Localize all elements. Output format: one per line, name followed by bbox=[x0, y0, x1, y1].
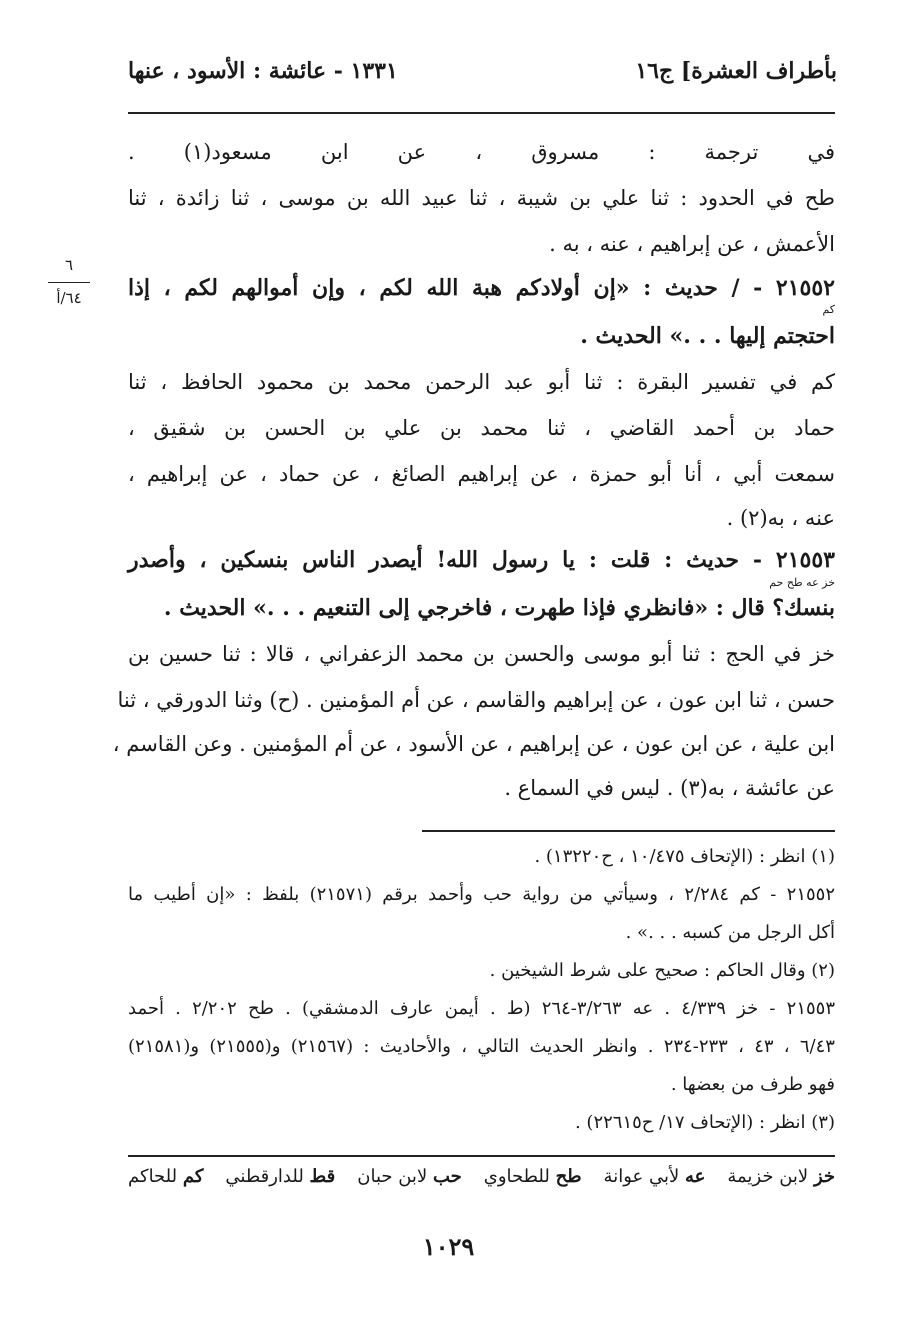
abbreviation-item: خز لابن خزيمة bbox=[727, 1166, 835, 1187]
abbreviation-item: عه لأبي عوانة bbox=[603, 1166, 706, 1187]
footnote-line: (٣) انظر : (الإتحاف ١٧/ ح٢٢٦١٥) . bbox=[574, 1112, 835, 1133]
page-number: ١٠٢٩ bbox=[422, 1232, 475, 1261]
footer-rule bbox=[128, 1155, 835, 1157]
text-line: عنه ، به(٢) . bbox=[726, 506, 835, 530]
text-line: طح في الحدود : ثنا علي بن شيبة ، ثنا عبيد الله بن موسى ، ثنا زائدة ، ثنا bbox=[128, 186, 835, 210]
header-rule bbox=[128, 112, 835, 114]
footnote-line: ٢١٥٥٢ - كم ٢/٢٨٤ ، وسيأتي من رواية حب وأحمد برقم (٢١٥٧١) بلفظ : «إن أطيب ما bbox=[128, 884, 835, 905]
footnote-line: فهو طرف من بعضها . bbox=[670, 1074, 835, 1095]
text-line: حماد بن أحمد القاضي ، ثنا محمد بن علي بن الحسن بن شقيق ، bbox=[128, 416, 835, 440]
text-line: حسن ، ثنا ابن عون ، عن إبراهيم والقاسم ، عن أم المؤمنين . (ح) وثنا الدورقي ، ثنا bbox=[117, 688, 835, 712]
text-line: سمعت أبي ، أنا أبو حمزة ، عن إبراهيم الصائغ ، عن حماد ، عن إبراهيم ، bbox=[128, 462, 835, 486]
text-line: خز في الحج : ثنا أبو موسى والحسن بن محمد الزعفراني ، قالا : ثنا حسين بن bbox=[128, 642, 835, 666]
hadith-heading-21553: ٢١٥٥٣ - حديث : قلت : يا رسول الله! أيصدر الناس بنسكين ، وأصدر bbox=[128, 547, 835, 573]
text-line: الأعمش ، عن إبراهيم ، عنه ، به . bbox=[549, 232, 835, 256]
hadith-heading-21552: ٢١٥٥٢ - / حديث : «إن أولادكم هبة الله لكم ، وإن أموالهم لكم ، إذا bbox=[128, 275, 835, 301]
margin-number: ٦ bbox=[64, 256, 74, 274]
running-header-section: ١٣٣١ - عائشة : الأسود ، عنها bbox=[128, 58, 398, 84]
footnote-line: ٦/٤٣ ، ٤٣ ، ٢٣٣-٢٣٤ . وانظر الحديث التالي ، والأحاديث : (٢١٥٦٧) و(٢١٥٥٥) و(٢١٥٨١) bbox=[128, 1036, 835, 1057]
abbreviation-item: كم للحاكم bbox=[128, 1166, 204, 1187]
running-header-title: بأطراف العشرة] ج١٦ bbox=[635, 58, 837, 84]
margin-reference: ٦٤/أ bbox=[56, 289, 82, 307]
source-markers: خز عه طح حم bbox=[769, 576, 835, 589]
margin-note bbox=[44, 256, 94, 307]
text-line: في ترجمة : مسروق ، عن ابن مسعود(١) . bbox=[128, 140, 835, 164]
abbreviation-item: حب لابن حبان bbox=[357, 1166, 462, 1187]
margin-divider bbox=[48, 282, 90, 283]
abbreviation-item: قط للدارقطني bbox=[225, 1166, 336, 1187]
text-line: كم في تفسير البقرة : ثنا أبو عبد الرحمن محمد بن محمود الحافظ ، ثنا bbox=[128, 370, 835, 394]
footnote-line: أكل الرجل من كسبه . . .» . bbox=[625, 922, 835, 943]
hadith-text-line: احتجتم إليها . . .» الحديث . bbox=[580, 323, 835, 349]
text-line: عن عائشة ، به(٣) . ليس في السماع . bbox=[504, 776, 835, 800]
footnote-rule bbox=[422, 830, 835, 832]
text-line: ابن علية ، عن ابن عون ، عن إبراهيم ، عن الأسود ، عن أم المؤمنين . وعن القاسم ، bbox=[112, 732, 835, 756]
hadith-text-line: بنسك؟ قال : «فانظري فإذا طهرت ، فاخرجي إلى التنعيم . . .» الحديث . bbox=[163, 595, 835, 621]
footnote-line: ٢١٥٥٣ - خز ٤/٣٣٩ . عه ٣/٢٦٣-٢٦٤ (ط . أيمن عارف الدمشقي) . طح ٢/٢٠٢ . أحمد bbox=[128, 998, 835, 1019]
abbreviation-item: طح للطحاوي bbox=[483, 1166, 582, 1187]
abbreviation-key bbox=[128, 1166, 835, 1187]
footnote-line: (٢) وقال الحاكم : صحيح على شرط الشيخين . bbox=[489, 960, 835, 981]
source-marker: كم bbox=[822, 303, 835, 316]
footnote-line: (١) انظر : (الإتحاف ١٠/٤٧٥ ، ح١٣٢٢٠) . bbox=[534, 846, 835, 867]
